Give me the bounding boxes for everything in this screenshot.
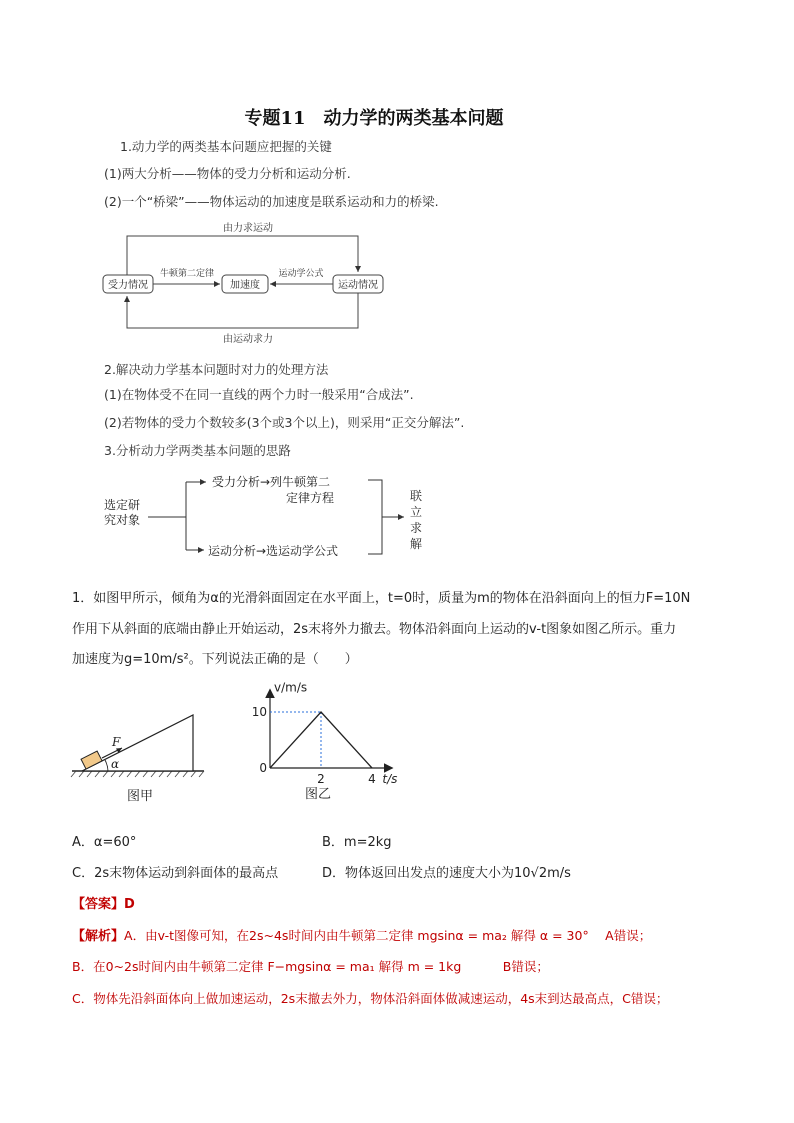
section1-heading: 1.动力学的两类基本问题应把握的关键 xyxy=(120,139,332,154)
option-d: D．物体返回出发点的速度大小为10√2m/s xyxy=(322,866,571,881)
option-a: A．α=60° xyxy=(72,835,137,850)
arrow-kinematics-label: 运动学公式 xyxy=(278,269,324,279)
ground-hatching xyxy=(71,771,204,777)
flow-end-char-2: 立 xyxy=(410,505,423,519)
analysis-flow-diagram xyxy=(100,466,440,566)
option-c: C．2s末物体运动到斜面体的最高点 xyxy=(72,866,279,881)
section3-heading: 3.分析动力学两类基本问题的思路 xyxy=(104,443,291,458)
diagram1-top-label: 由力求运动 xyxy=(223,223,273,234)
question-line2: 作用下从斜面的底端由静止开始运动，2s末将外力撤去。物体沿斜面向上运动的v-t图象如图乙所示。重力 xyxy=(72,622,677,637)
origin-label: 0 xyxy=(259,761,267,775)
figure-a-caption: 图甲 xyxy=(126,789,154,804)
incline-figure xyxy=(68,700,213,808)
x-tick-label-2: 2 xyxy=(317,772,325,786)
arrow-newton-label: 牛顿第二定律 xyxy=(159,269,215,279)
section2-p1: (1)在物体受不在同一直线的两个力时一般采用“合成法”. xyxy=(104,387,414,402)
section2-p2: (2)若物体的受力个数较多(3个或3个以上)，则采用“正交分解法”. xyxy=(104,415,465,430)
force-label: F xyxy=(112,735,121,749)
x-axis-label: t/s xyxy=(382,772,398,786)
flow-end-char-4: 解 xyxy=(410,537,423,551)
box-force-label: 受力情况 xyxy=(108,280,148,291)
analysis-label: 【解析】 xyxy=(72,929,125,944)
x-tick-label-4: 4 xyxy=(368,772,376,786)
section2-heading: 2.解决动力学基本问题时对力的处理方法 xyxy=(104,362,329,377)
flow-merge-bracket xyxy=(368,480,382,554)
answer-row xyxy=(72,893,135,912)
figure-b-caption: 图乙 xyxy=(304,787,332,802)
analysis-line-c: C．物体先沿斜面体向上做加速运动，2s末撤去外力，物体沿斜面体做减速运动，4s末到达最高点，C错误； xyxy=(72,991,669,1006)
flow-lower-line: 运动分析→选运动学公式 xyxy=(208,544,339,558)
force-motion-diagram xyxy=(100,218,390,348)
flow-end-char-3: 求 xyxy=(410,521,423,535)
box-acceleration-label: 加速度 xyxy=(230,280,260,291)
question-line3: 加速度为g=10m/s²。下列说法正确的是（ ） xyxy=(72,652,358,667)
flow-upper-line1: 受力分析→列牛顿第二 xyxy=(212,475,331,489)
bottom-loop-arrow xyxy=(127,293,358,328)
y-tick-label: 10 xyxy=(251,705,267,719)
option-b: B．m=2kg xyxy=(322,835,392,850)
flow-upper-line2: 定律方程 xyxy=(286,491,335,505)
page-title: 专题11 动力学的两类基本问题 xyxy=(244,108,504,129)
box-motion-label: 运动情况 xyxy=(338,280,378,291)
flow-start-line1: 选定研 xyxy=(104,498,141,512)
answer-label: 【答案】 xyxy=(72,897,125,912)
section1-p2: (2)一个“桥梁”——物体运动的加速度是联系运动和力的桥梁. xyxy=(104,194,439,209)
diagram1-bottom-label: 由运动求力 xyxy=(223,334,273,345)
angle-label: α xyxy=(111,757,120,771)
flow-start-line2: 究对象 xyxy=(104,513,141,527)
question-line1: 1．如图甲所示，倾角为α的光滑斜面固定在水平面上，t=0时，质量为m的物体在沿斜面向上的恒力F=10N xyxy=(72,591,691,606)
analysis-line-b: B．在0~2s时间内由牛顿第二定律 F−mgsinα = ma₁ 解得 m = 1kg B错误； xyxy=(72,959,549,974)
section1-p1: (1)两大分析——物体的受力分析和运动分析. xyxy=(104,166,351,181)
analysis-row-a xyxy=(72,925,651,944)
y-axis-label: v/m/s xyxy=(274,680,308,695)
flow-end-char-1: 联 xyxy=(410,489,423,503)
answer-value: D xyxy=(124,897,135,912)
vt-chart xyxy=(246,680,406,810)
analysis-line-a: A．由v-t图像可知，在2s~4s时间内由牛顿第二定律 mgsinα = ma₂ 解得 α = 30° A错误； xyxy=(124,928,652,943)
